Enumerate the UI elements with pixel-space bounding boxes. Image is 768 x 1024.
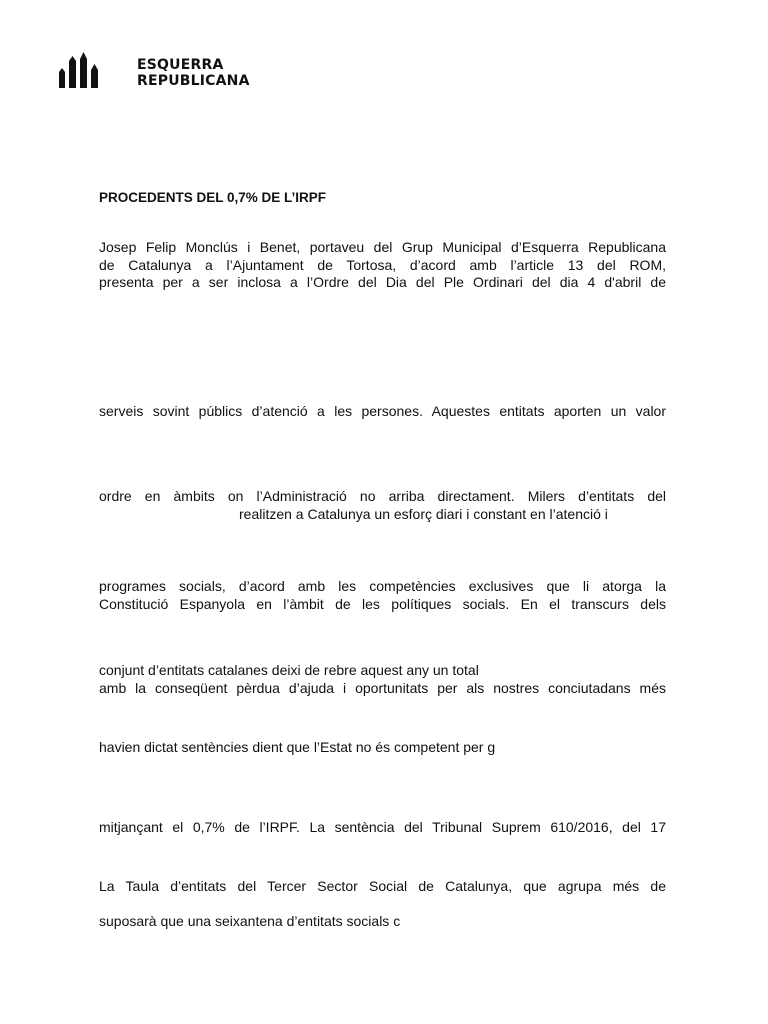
logo-line-1: ESQUERRA — [137, 57, 224, 73]
body-line-9: conjunt d’entitats catalanes deixi de rebre aquest any un total — [99, 662, 479, 678]
body-line-5: ordre en àmbits on l’Administració no arriba directament. Milers d’entitats del — [99, 488, 666, 504]
party-logo — [57, 50, 250, 90]
body-line-14: suposarà que una seixantena d’entitats socials c — [99, 913, 401, 929]
body-line-1: Josep Felip Monclús i Benet, portaveu del Grup Municipal d’Esquerra Republicana — [99, 239, 666, 255]
body-line-13: La Taula d’entitats del Tercer Sector Social de Catalunya, que agrupa més de — [99, 878, 666, 894]
body-line-11: havien dictat sentències dient que l’Estat no és competent per g — [99, 739, 496, 755]
body-line-6: realitzen a Catalunya un esforç diari i constant en l’atenció i — [239, 506, 608, 522]
body-line-12: mitjançant el 0,7% de l’IRPF. La sentència del Tribunal Suprem 610/2016, del 17 — [99, 819, 666, 835]
body-line-10: amb la conseqüent pèrdua d’ajuda i oportunitats per als nostres conciutadans més — [99, 680, 666, 696]
document-title: PROCEDENTS DEL 0,7% DE L’IRPF — [99, 190, 327, 205]
body-line-7: programes socials, d’acord amb les competències exclusives que li atorga la — [99, 578, 666, 594]
body-line-3: presenta per a ser inclosa a l’Ordre del Dia del Ple Ordinari del dia 4 d'abril de — [99, 274, 666, 290]
logo-line-2: REPUBLICANA — [137, 73, 250, 89]
party-logo-wordmark — [137, 57, 250, 89]
body-line-8: Constitució Espanyola en l’àmbit de les polítiques socials. En el transcurs dels — [99, 596, 666, 612]
body-line-2: de Catalunya a l’Ajuntament de Tortosa, d’acord amb l’article 13 del ROM, — [99, 257, 666, 273]
party-logo-icon — [57, 52, 107, 88]
body-line-4: serveis sovint públics d’atenció a les persones. Aquestes entitats aporten un valor — [99, 403, 666, 419]
